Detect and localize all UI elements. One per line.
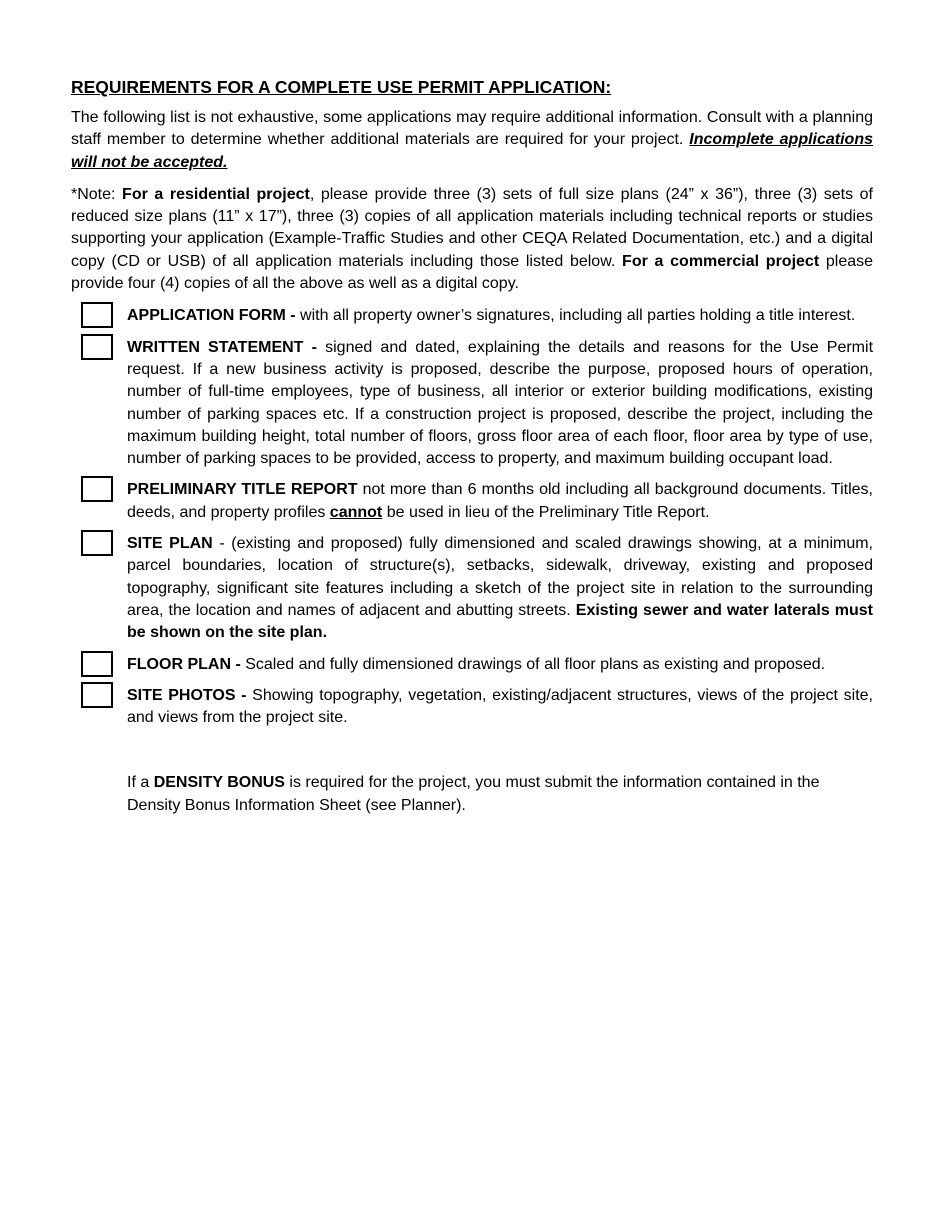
written-statement-checkbox[interactable] [81, 334, 113, 360]
site-plan-title: SITE PLAN [127, 535, 213, 553]
commercial-text: please provide four (4) copies of all the above as well as a digital copy. [71, 252, 874, 293]
application-form-text: with all property owner’s signatures, including all parties holding a title interest. [300, 307, 856, 325]
checklist-item-title-report [71, 479, 873, 524]
site-plan-emphasis: Existing sewer and water laterals must be shown on the site plan. [127, 601, 873, 642]
site-plan-checkbox[interactable] [81, 530, 113, 556]
intro-text: The following list is not exhaustive, some applications may require additional information. Consult with a planning staff member to determine whether additional materials are required for your project. [71, 109, 873, 149]
application-form-title: APPLICATION FORM - [127, 307, 301, 325]
intro-paragraph [71, 107, 873, 174]
commercial-label: For a commercial project [622, 252, 820, 270]
density-prefix: If a [127, 774, 154, 792]
density-text: is required for the project, you must submit the information contained in the Density Bonus Information Sheet (see Planner). [127, 774, 820, 814]
site-photos-title: SITE PHOTOS - [127, 686, 253, 704]
site-photos-checkbox[interactable] [81, 682, 113, 708]
floor-plan-checkbox[interactable] [81, 651, 113, 677]
page-title: REQUIREMENTS FOR A COMPLETE USE PERMIT APPLICATION: [71, 77, 612, 97]
checklist-item-site-plan [71, 533, 873, 644]
note-paragraph [71, 184, 873, 295]
written-statement-text: signed and dated, explaining the details and reasons for the Use Permit request. If a new business activity is proposed, describe the purpose, proposed hours of operation, number of full-time employees, type of business, all interior or exterior building modifications, existing number of parking spaces etc. If a construction project is proposed, describe the project, including the maximum building height, total number of floors, gross floor area of each floor, floor area by type of use, number of parking spaces to be provided, access to property, and maximum building occupant load. [127, 338, 874, 468]
density-bonus-label: DENSITY BONUS [153, 774, 285, 792]
title-report-checkbox[interactable] [81, 476, 113, 502]
checklist-item-written-statement [71, 337, 873, 471]
checklist-item-floor-plan [71, 654, 873, 676]
floor-plan-title: FLOOR PLAN - [127, 655, 246, 673]
site-plan-text: - (existing and proposed) fully dimensioned and scaled drawings showing, at a minimum, parcel boundaries, location of structure(s), setbacks, sidewalk, driveway, existing and proposed topography, significant site features including a sketch of the project site in relation to the surrounding area, the location and names of adjacent and abutting streets. [127, 535, 873, 619]
incomplete-warning: Incomplete applications will not be accepted. [71, 131, 874, 171]
title-report-emphasis: cannot [329, 503, 383, 521]
written-statement-title: WRITTEN STATEMENT - [127, 338, 326, 356]
note-prefix: *Note: [71, 185, 123, 203]
document-page [71, 76, 873, 817]
density-bonus-paragraph [71, 772, 873, 817]
floor-plan-text: Scaled and fully dimensioned drawings of all floor plans as existing and proposed. [245, 655, 826, 673]
checklist-item-application-form [71, 305, 873, 327]
checklist-item-site-photos [71, 685, 873, 730]
title-report-text-a: not more than 6 months old including all background documents. Titles, deeds, and property profiles [127, 481, 873, 521]
site-photos-text: Showing topography, vegetation, existing/adjacent structures, views of the project site, and views from the project site. [127, 686, 873, 727]
title-report-text-b: be used in lieu of the Preliminary Title Report. [382, 503, 710, 521]
residential-label: For a residential project [122, 185, 310, 203]
residential-text: , please provide three (3) sets of full size plans (24” x 36”), three (3) sets of reduced size plans (11” x 17”), three (3) copies of all application materials including technical reports or studies supporting your application (Example-Traffic Studies and other CEQA Related Documentation, etc.) and a digital copy (CD or USB) of all application materials including those listed below. [71, 185, 874, 270]
title-report-title: PRELIMINARY TITLE REPORT [127, 481, 358, 499]
application-form-checkbox[interactable] [81, 302, 113, 328]
